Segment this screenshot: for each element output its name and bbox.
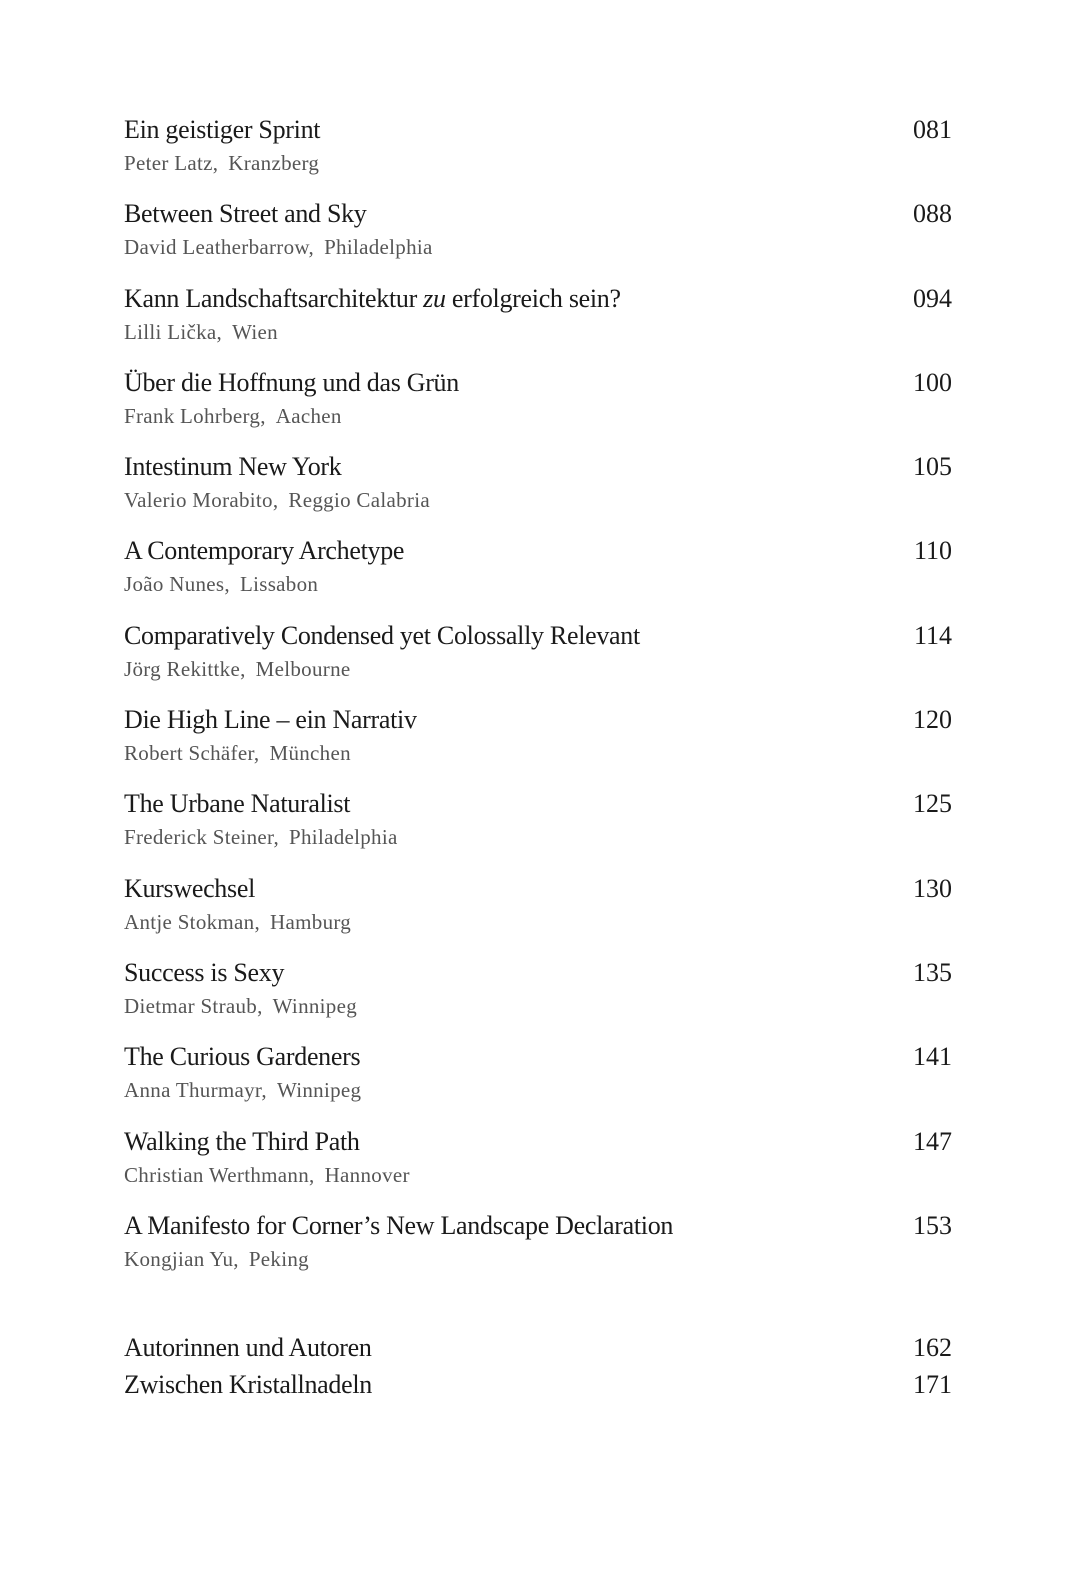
author-place: München: [269, 741, 351, 766]
entry-title: Walking the Third Path: [124, 1126, 360, 1156]
byline-separator: ,: [272, 488, 279, 513]
byline-separator: ,: [308, 235, 315, 260]
entry-page-number: 110: [913, 536, 952, 566]
toc-entry[interactable]: [124, 110, 952, 194]
author-place: Winnipeg: [276, 1078, 362, 1103]
entry-page-number: 130: [913, 873, 952, 903]
entry-byline: [124, 485, 430, 515]
author-name: Christian Werthmann: [124, 1162, 310, 1187]
byline-separator: ,: [261, 1078, 267, 1103]
appendix-entry[interactable]: [124, 1328, 952, 1365]
entry-byline: [124, 148, 319, 178]
toc-entry[interactable]: [124, 1122, 952, 1206]
appendix-entry[interactable]: [124, 1365, 952, 1402]
author-name: Frank Lohrberg: [124, 403, 261, 428]
entry-byline: [124, 991, 357, 1021]
toc-entry[interactable]: [124, 1037, 952, 1121]
toc-entry[interactable]: [124, 447, 952, 531]
entry-byline: [124, 907, 351, 937]
entry-byline: [124, 401, 342, 431]
author-name: João Nunes: [124, 572, 225, 597]
entry-title: A Manifesto for Corner’s New Landscape Declaration: [124, 1210, 674, 1240]
byline-separator: ,: [257, 993, 263, 1018]
toc-entry[interactable]: [124, 194, 952, 278]
entry-page-number: 120: [913, 705, 952, 735]
author-place: Wien: [232, 319, 278, 344]
toc-entry[interactable]: [124, 616, 952, 700]
entry-byline: [124, 822, 398, 852]
byline-separator: ,: [216, 319, 223, 344]
entry-title: The Curious Gardeners: [124, 1042, 361, 1072]
entry-byline: [124, 232, 433, 262]
byline-separator: ,: [260, 403, 266, 428]
entry-byline: [124, 1075, 361, 1105]
entry-title: Between Street and Sky: [124, 199, 367, 229]
byline-separator: ,: [254, 909, 261, 934]
entry-title: Die High Line – ein Narrativ: [124, 705, 417, 735]
byline-separator: ,: [212, 151, 219, 175]
entry-title: Kurswechsel: [124, 873, 255, 903]
author-place: Philadelphia: [324, 235, 433, 260]
toc-entry[interactable]: [124, 953, 952, 1037]
appendix-title: Autorinnen und Autoren: [124, 1333, 372, 1362]
author-place: Winnipeg: [272, 993, 358, 1018]
toc-entry[interactable]: [124, 531, 952, 615]
entry-title: Comparatively Condensed yet Colossally Relevant: [124, 620, 640, 650]
author-place: Hannover: [324, 1162, 410, 1187]
entry-title: A Contemporary Archetype: [124, 536, 405, 566]
author-name: Valerio Morabito: [124, 488, 273, 513]
entry-page-number: 094: [913, 283, 952, 313]
author-name: Kongjian Yu: [124, 1246, 234, 1271]
author-name: Robert Schäfer: [124, 741, 254, 766]
entry-title: Über die Hoffnung und das Grün: [124, 367, 459, 397]
toc-entry[interactable]: [124, 1206, 952, 1290]
author-name: Anna Thurmayr: [124, 1078, 262, 1103]
author-name: Antje Stokman: [124, 909, 255, 934]
entry-title: The Urbane Naturalist: [124, 789, 351, 819]
entry-byline: [124, 654, 351, 684]
byline-separator: ,: [233, 1246, 239, 1271]
author-name: Jörg Rekittke: [124, 656, 241, 681]
appendix-page-number: 162: [913, 1333, 952, 1362]
author-name: Peter Latz: [124, 151, 213, 175]
table-of-contents: [124, 110, 952, 1290]
author-place: Philadelphia: [289, 825, 398, 850]
entry-byline: [124, 1244, 309, 1274]
byline-separator: ,: [309, 1162, 315, 1187]
author-name: Frederick Steiner: [124, 825, 274, 850]
appendix-title: Zwischen Kristallnadeln: [124, 1370, 372, 1399]
byline-separator: ,: [224, 572, 230, 597]
author-place: Peking: [248, 1246, 309, 1271]
entry-byline: [124, 569, 318, 599]
entry-page-number: 153: [913, 1210, 952, 1240]
toc-entry[interactable]: [124, 869, 952, 953]
entry-title: Intestinum New York: [124, 452, 342, 482]
entry-page-number: 125: [913, 789, 952, 819]
entry-page-number: 081: [913, 115, 952, 144]
appendix-page-number: 171: [913, 1370, 952, 1399]
author-place: Melbourne: [255, 656, 351, 681]
entry-page-number: 141: [913, 1042, 952, 1072]
byline-separator: ,: [273, 825, 280, 850]
entry-title: [124, 279, 621, 319]
author-place: Kranzberg: [228, 151, 320, 175]
author-name: Dietmar Straub: [124, 993, 258, 1018]
entry-page-number: 100: [913, 367, 952, 397]
author-name: Lilli Lička: [124, 319, 217, 344]
entry-byline: [124, 317, 278, 347]
toc-entry[interactable]: [124, 363, 952, 447]
author-place: Lissabon: [239, 572, 319, 597]
appendix-list: [124, 1328, 952, 1402]
toc-entry[interactable]: [124, 784, 952, 868]
entry-title-part: Kann Landschaftsarchitektur: [124, 283, 424, 313]
entry-title: Ein geistiger Sprint: [124, 115, 321, 144]
entry-title: Success is Sexy: [124, 957, 285, 987]
toc-entry[interactable]: [124, 700, 952, 784]
author-name: David Leatherbarrow: [124, 235, 309, 260]
entry-byline: [124, 1160, 410, 1190]
entry-byline: [124, 738, 351, 768]
entry-page-number: 114: [913, 620, 952, 650]
author-place: Aachen: [275, 403, 342, 428]
entry-title-part: erfolgreich sein?: [445, 283, 621, 313]
byline-separator: ,: [240, 656, 246, 681]
entry-title-emphasis: zu: [423, 283, 446, 313]
entry-page-number: 147: [913, 1126, 952, 1156]
entry-page-number: 105: [913, 452, 952, 482]
entry-page-number: 135: [913, 957, 952, 987]
author-place: Reggio Calabria: [288, 488, 430, 513]
toc-entry[interactable]: [124, 279, 952, 363]
byline-separator: ,: [253, 741, 260, 766]
author-place: Hamburg: [270, 909, 352, 934]
entry-page-number: 088: [913, 199, 952, 229]
